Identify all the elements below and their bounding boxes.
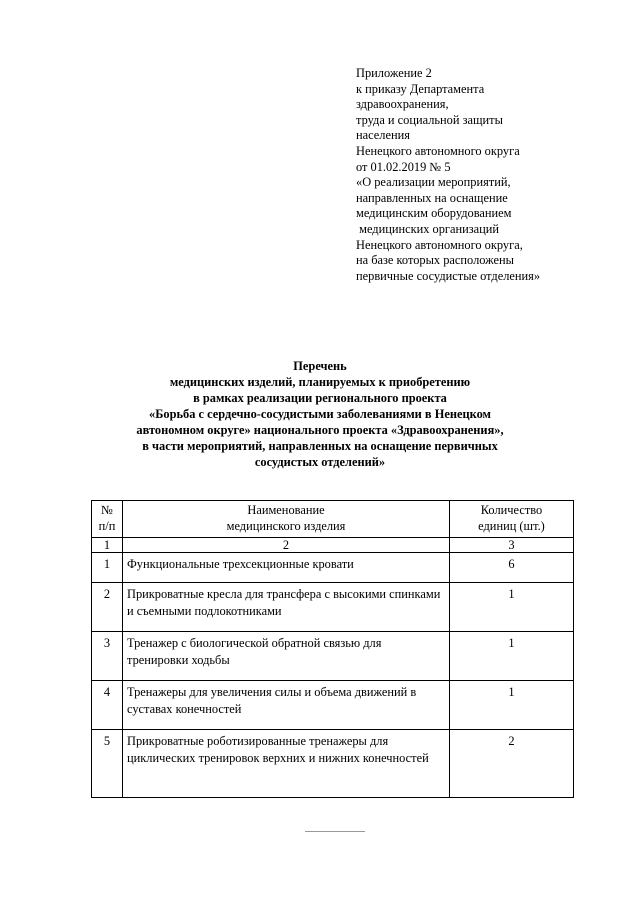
row-num: 1	[92, 553, 123, 583]
appendix-line: «О реализации мероприятий,	[356, 175, 511, 190]
title-line: сосудистых отделений»	[254, 455, 386, 469]
row-num: 4	[92, 681, 123, 730]
row-name: Функциональные трехсекционные кровати	[123, 553, 450, 583]
appendix-line: Ненецкого автономного округа	[356, 143, 520, 158]
column-index: 2	[123, 538, 450, 553]
row-qty: 1	[450, 632, 574, 681]
header-qty	[450, 501, 574, 538]
row-num: 2	[92, 583, 123, 632]
header-qty-line: единиц (шт.)	[478, 519, 545, 533]
column-index-row	[92, 538, 574, 553]
table-header-row	[92, 501, 574, 538]
appendix-line: Приложение 2	[356, 66, 432, 80]
title-line: медицинских изделий, планируемых к приобретению	[169, 375, 471, 389]
appendix-line: Ненецкого автономного округа,	[356, 237, 523, 252]
appendix-block	[356, 66, 626, 284]
appendix-line: медицинских организаций	[356, 221, 500, 236]
row-num: 5	[92, 730, 123, 798]
row-qty: 6	[450, 553, 574, 583]
appendix-line: здравоохранения,	[356, 97, 449, 112]
table-row	[92, 583, 574, 632]
row-name: Прикроватные кресла для трансфера с высокими спинками и съемными подлокотниками	[123, 583, 450, 632]
appendix-line: к приказу Департамента	[356, 81, 485, 96]
header-qty-line: Количество	[480, 503, 543, 517]
column-index: 1	[92, 538, 123, 553]
table-row	[92, 632, 574, 681]
appendix-line: направленных на оснащение	[356, 190, 508, 205]
header-num-line: п/п	[98, 519, 116, 533]
header-name	[123, 501, 450, 538]
table-row	[92, 553, 574, 583]
appendix-line: на базе которых расположены	[356, 253, 514, 268]
title-line: Перечень	[293, 359, 347, 373]
title-line: автономном округе» национального проекта «Здравоохранения»,	[136, 423, 504, 437]
row-name: Прикроватные роботизированные тренажеры для циклических тренировок верхних и нижних конечностей	[123, 730, 450, 798]
row-qty: 1	[450, 681, 574, 730]
title-line: «Борьба с сердечно-сосудистыми заболеваниями в Ненецком	[149, 407, 491, 421]
appendix-line: труда и социальной защиты	[356, 112, 503, 127]
appendix-line: населения	[356, 128, 410, 143]
row-name: Тренажер с биологической обратной связью для тренировки ходьбы	[123, 632, 450, 681]
header-num-line: №	[101, 503, 113, 517]
appendix-line: первичные сосудистые отделения»	[356, 268, 541, 283]
row-num: 3	[92, 632, 123, 681]
table-row	[92, 730, 574, 798]
table-row	[92, 681, 574, 730]
footer-divider	[305, 831, 365, 832]
header-num	[92, 501, 123, 538]
column-index: 3	[450, 538, 574, 553]
document-title	[80, 358, 560, 470]
header-name-line: медицинского изделия	[226, 519, 346, 533]
appendix-line: от 01.02.2019 № 5	[356, 159, 451, 174]
appendix-line: медицинским оборудованием	[356, 206, 512, 221]
row-qty: 2	[450, 730, 574, 798]
header-name-line: Наименование	[247, 503, 325, 517]
title-line: в рамках реализации регионального проекта	[193, 391, 447, 405]
row-qty: 1	[450, 583, 574, 632]
row-name: Тренажеры для увеличения силы и объема движений в суставах конечностей	[123, 681, 450, 730]
title-line: в части мероприятий, направленных на оснащение первичных	[142, 439, 498, 453]
equipment-table	[91, 500, 574, 798]
